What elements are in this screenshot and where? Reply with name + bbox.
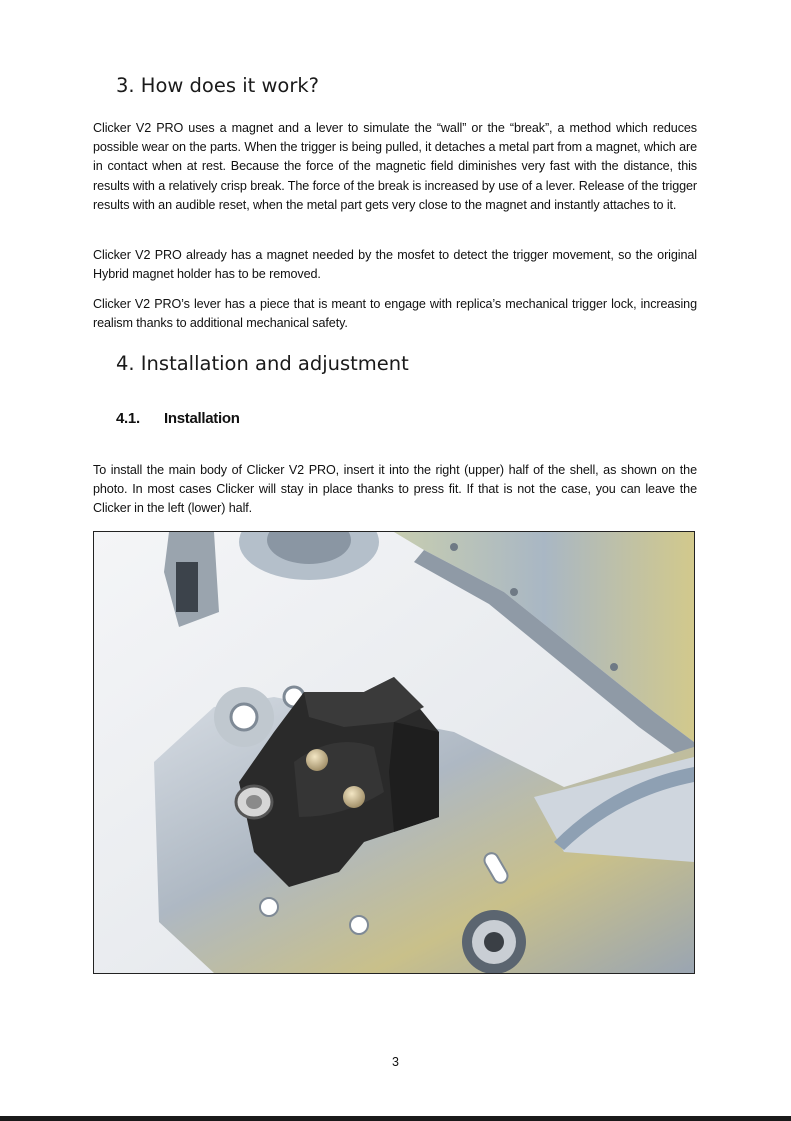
- page-number: 3: [392, 1055, 399, 1069]
- subsection-4-1-heading: [116, 410, 240, 427]
- installation-paragraph: To install the main body of Clicker V2 PRO, insert it into the right (upper) half of the shell, as shown on the photo. In most cases Clicker will stay in place thanks to press fit. If that is not the case, you can leave the Clicker in the left (lower) half.: [93, 463, 697, 516]
- section-3-paragraph-3: Clicker V2 PRO’s lever has a piece that is meant to engage with replica’s mechanical trigger lock, increasing realism thanks to additional mechanical safety.: [93, 297, 697, 331]
- shell-hole-1: [260, 898, 278, 916]
- pin-lower: [343, 786, 365, 808]
- section-4-heading: 4. Installation and adjustment: [116, 352, 409, 375]
- bearing-center: [484, 932, 504, 952]
- section-3-heading: 3. How does it work?: [116, 74, 320, 97]
- rivet-3: [610, 663, 618, 671]
- block-slot: [176, 562, 198, 612]
- magnet-center: [246, 795, 262, 809]
- installation-photo: [93, 531, 695, 974]
- shell-hole-2: [350, 916, 368, 934]
- rivet-2: [510, 588, 518, 596]
- clicker-side-face: [389, 722, 439, 832]
- bottom-border: [0, 1116, 791, 1121]
- subsection-title: Installation: [164, 410, 240, 427]
- pin-upper: [306, 749, 328, 771]
- mounting-hole: [231, 704, 257, 730]
- rivet-1: [450, 543, 458, 551]
- clicker-in-shell-illustration: [94, 532, 694, 973]
- section-3-paragraph-2: Clicker V2 PRO already has a magnet needed by the mosfet to detect the trigger movement, so the original Hybrid magnet holder has to be removed.: [93, 248, 697, 282]
- subsection-number: 4.1.: [116, 410, 140, 427]
- section-3-paragraph-1: Clicker V2 PRO uses a magnet and a lever to simulate the “wall” or the “break”, a method which reduces possible wear on the parts. When the trigger is being pulled, it detaches a metal part from a magnet, which are in contact when at rest. Because the force of the magnetic field diminishes very fast with the distance, this results with a relatively crisp break. The force of the break is increased by use of a lever. Release of the trigger results with an audible reset, when the metal part gets very close to the magnet and instantly attaches to it.: [93, 121, 697, 212]
